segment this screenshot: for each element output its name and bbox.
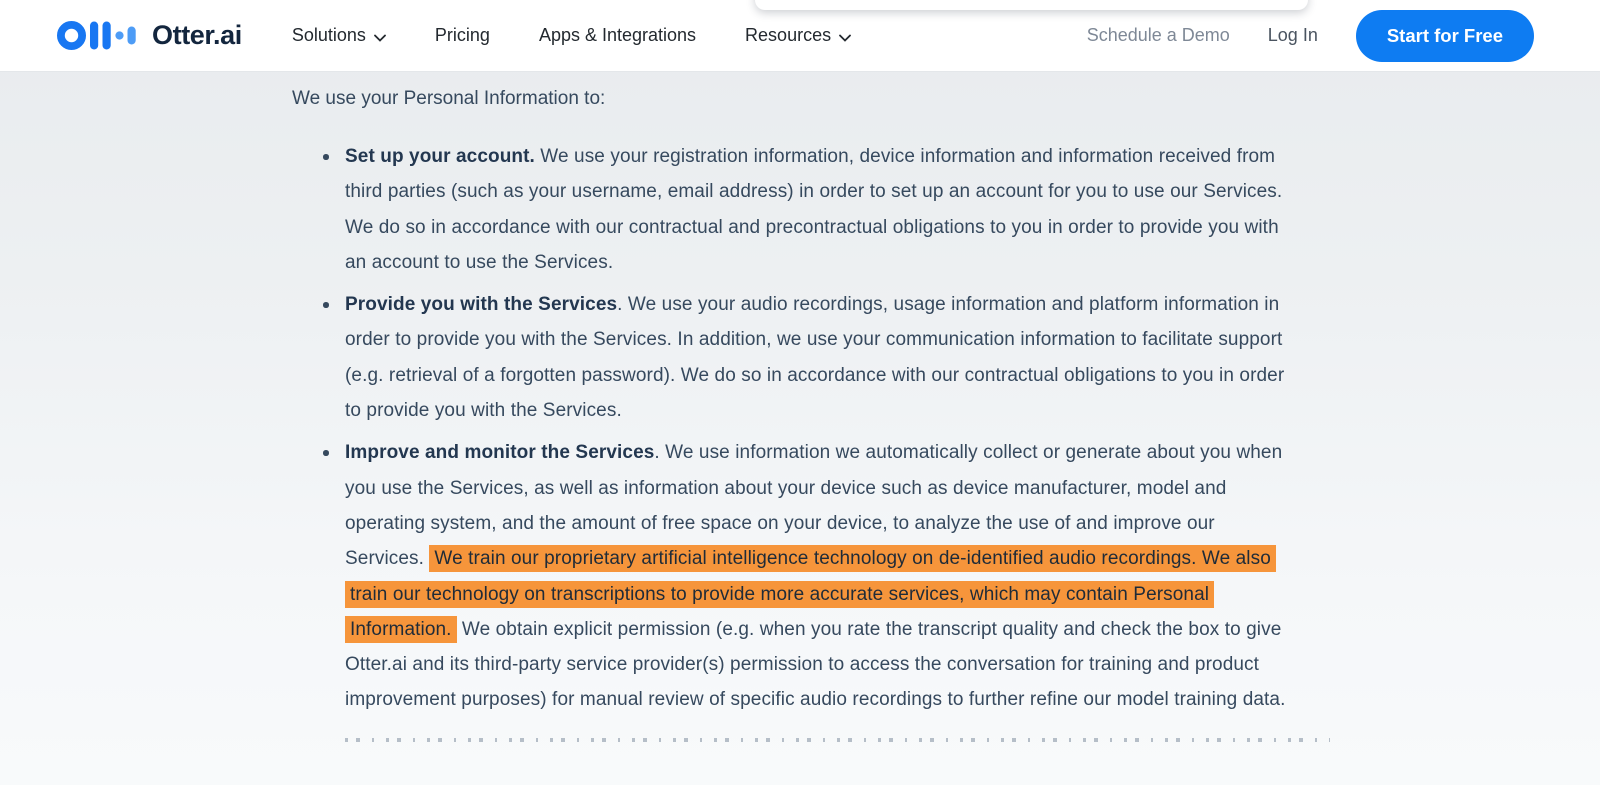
privacy-policy-content (0, 72, 1600, 742)
otter-logo[interactable] (57, 20, 242, 51)
chevron-down-icon (839, 26, 851, 47)
bullet-bold-lead: Improve and monitor the Services (345, 442, 655, 464)
bullet-body-text: We obtain explicit permission (e.g. when you rate the transcript quality and check the box to give Otter.ai and its third-party service provider(s) permission to access the conversation for training and product improvement purposes) for manual review of specific audio recordings to further refine our model training data. (345, 618, 1286, 711)
chevron-down-icon (374, 26, 386, 47)
nav-actions (1087, 10, 1534, 62)
highlighted-text: We train our proprietary artificial intelligence technology on de-identified audio recordings. We also train our technology on transcriptions to provide more accurate services, which may contain Personal Information. (345, 545, 1276, 643)
otter-logo-icon (57, 20, 139, 51)
bullet-body-text: We use your registration information, device information and information received from third parties (such as your username, email address) in order to set up an account for you to use our Services. We do so in accordance with our contractual and precontractual obligations to you in order to provide you with an account to use the Services. (345, 146, 1283, 273)
bullet-body-text: . We use your audio recordings, usage information and platform information in order to provide you with the Services. In addition, we use your communication information to facilitate support (e.g. retrieval of a forgotten password). We do so in accordance with our contractual obligations to you in order to provide you with the Services. (345, 294, 1285, 422)
schedule-demo-link[interactable]: Schedule a Demo (1086, 25, 1230, 45)
policy-bullet-list (292, 139, 1297, 718)
bullet-bold-lead: Provide you with the Services (345, 294, 618, 316)
login-link[interactable]: Log In (1267, 25, 1318, 45)
bullet-improve-monitor-services (345, 435, 1297, 717)
floating-overlay-card (755, 0, 1308, 10)
intro-paragraph: We use your Personal Information to: (292, 88, 606, 109)
bullet-body-text: . We use information we automatically collect or generate about you when you use the Services, as well as information about your device such as device manufacturer, model and operating system, and the amount of free space on your device, to analyze the use of and improve our Services. (345, 442, 1283, 570)
top-nav (0, 0, 1600, 72)
nav-item-pricing[interactable]: Pricing (434, 25, 490, 45)
main-nav (292, 24, 851, 47)
start-for-free-button[interactable]: Start for Free (1356, 10, 1534, 62)
bullet-bold-lead: Set up your account. (345, 146, 535, 167)
bullet-set-up-account (345, 139, 1297, 280)
brand-name: Otter.ai (152, 20, 242, 50)
clipped-next-paragraph (345, 738, 1330, 742)
nav-item-solutions[interactable]: Solutions (292, 24, 386, 47)
nav-item-resources[interactable]: Resources (745, 24, 851, 47)
nav-item-apps-integrations[interactable]: Apps & Integrations (538, 25, 697, 45)
bullet-provide-services (345, 287, 1297, 428)
